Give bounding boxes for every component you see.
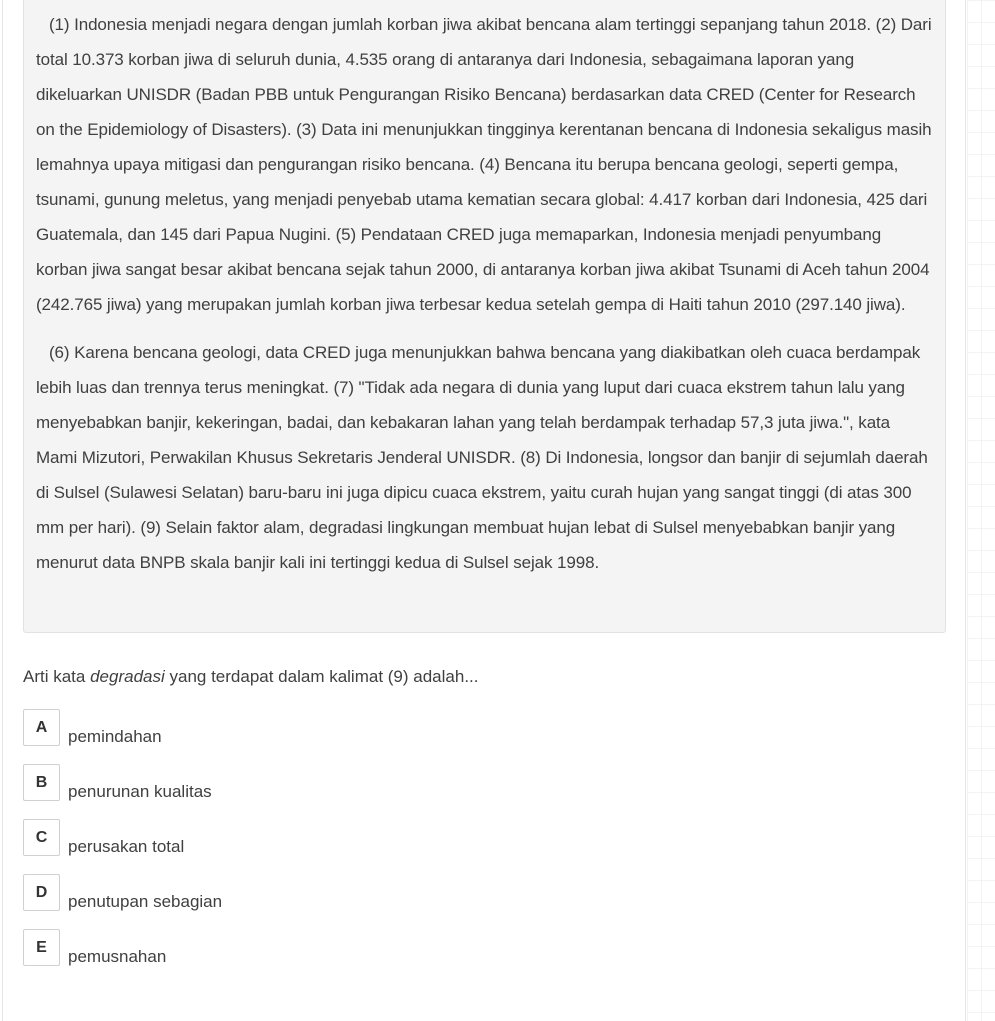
option-b[interactable] — [23, 764, 222, 819]
reading-passage — [23, 0, 946, 633]
option-text-b[interactable]: penurunan kualitas — [68, 781, 212, 801]
option-letter-c[interactable]: C — [23, 819, 60, 856]
answer-options — [23, 709, 222, 984]
option-e[interactable] — [23, 929, 222, 984]
passage-paragraph-1: (1) Indonesia menjadi negara dengan jumlah korban jiwa akibat bencana alam tertinggi sepanjang tahun 2018. (2) Dari total 10.373 korban jiwa di seluruh dunia, 4.535 orang di antaranya dari Indonesia, sebagaimana laporan yang dikeluarkan UNISDR (Badan PBB untuk Pengurangan Risiko Bencana) berdasarkan data CRED (Center for Research on the Epidemiology of Disasters). (3) Data ini menunjukkan tingginya kerentanan bencana di Indonesia sekaligus masih lemahnya upaya mitigasi dan pengurangan risiko bencana. (4) Bencana itu berupa bencana geologi, seperti gempa, tsunami, gunung meletus, yang menjadi penyebab utama kematian secara global: 4.417 korban dari Indonesia, 425 dari Guatemala, dan 145 dari Papua Nugini. (5) Pendataan CRED juga memaparkan, Indonesia menjadi penyumbang korban jiwa sangat besar akibat bencana sejak tahun 2000, di antaranya korban jiwa akibat Tsunami di Aceh tahun 2004 (242.765 jiwa) yang merupakan jumlah korban jiwa terbesar kedua setelah gempa di Haiti tahun 2010 (297.140 jiwa). — [36, 15, 932, 314]
option-text-c[interactable]: perusakan total — [68, 836, 185, 856]
option-letter-a[interactable]: A — [23, 709, 60, 746]
option-text-e[interactable]: pemusnahan — [68, 946, 167, 966]
question-text — [23, 662, 479, 692]
passage-paragraph-2: (6) Karena bencana geologi, data CRED juga menunjukkan bahwa bencana yang diakibatkan oleh cuaca berdampak lebih luas dan trennya terus meningkat. (7) "Tidak ada negara di dunia yang luput dari cuaca ekstrem tahun lalu yang menyebabkan banjir, kekeringan, badai, dan kebakaran lahan yang telah berdampak terhadap 57,3 juta jiwa.", kata Mami Mizutori, Perwakilan Khusus Sekretaris Jenderal UNISDR. (8) Di Indonesia, longsor dan banjir di sejumlah daerah di Sulsel (Sulawesi Selatan) baru-baru ini juga dipicu cuaca ekstrem, yaitu curah hujan yang sangat tinggi (di atas 300 mm per hari). (9) Selain faktor alam, degradasi lingkungan membuat hujan lebat di Sulsel menyebabkan banjir yang menurut data BNPB skala banjir kali ini tertinggi kedua di Sulsel sejak 1998. — [36, 343, 928, 572]
option-letter-d[interactable]: D — [23, 874, 60, 911]
option-letter-e[interactable]: E — [23, 929, 60, 966]
option-text-d[interactable]: penutupan sebagian — [68, 891, 223, 911]
option-a[interactable] — [23, 709, 222, 764]
question-keyword: degradasi — [90, 667, 165, 686]
option-text-a[interactable]: pemindahan — [68, 726, 162, 746]
question-suffix: yang terdapat dalam kalimat (9) adalah... — [164, 667, 479, 686]
option-c[interactable] — [23, 819, 222, 874]
right-gutter — [967, 0, 995, 1021]
option-d[interactable] — [23, 874, 222, 929]
question-prefix: Arti kata — [23, 667, 91, 686]
option-letter-b[interactable]: B — [23, 764, 60, 801]
